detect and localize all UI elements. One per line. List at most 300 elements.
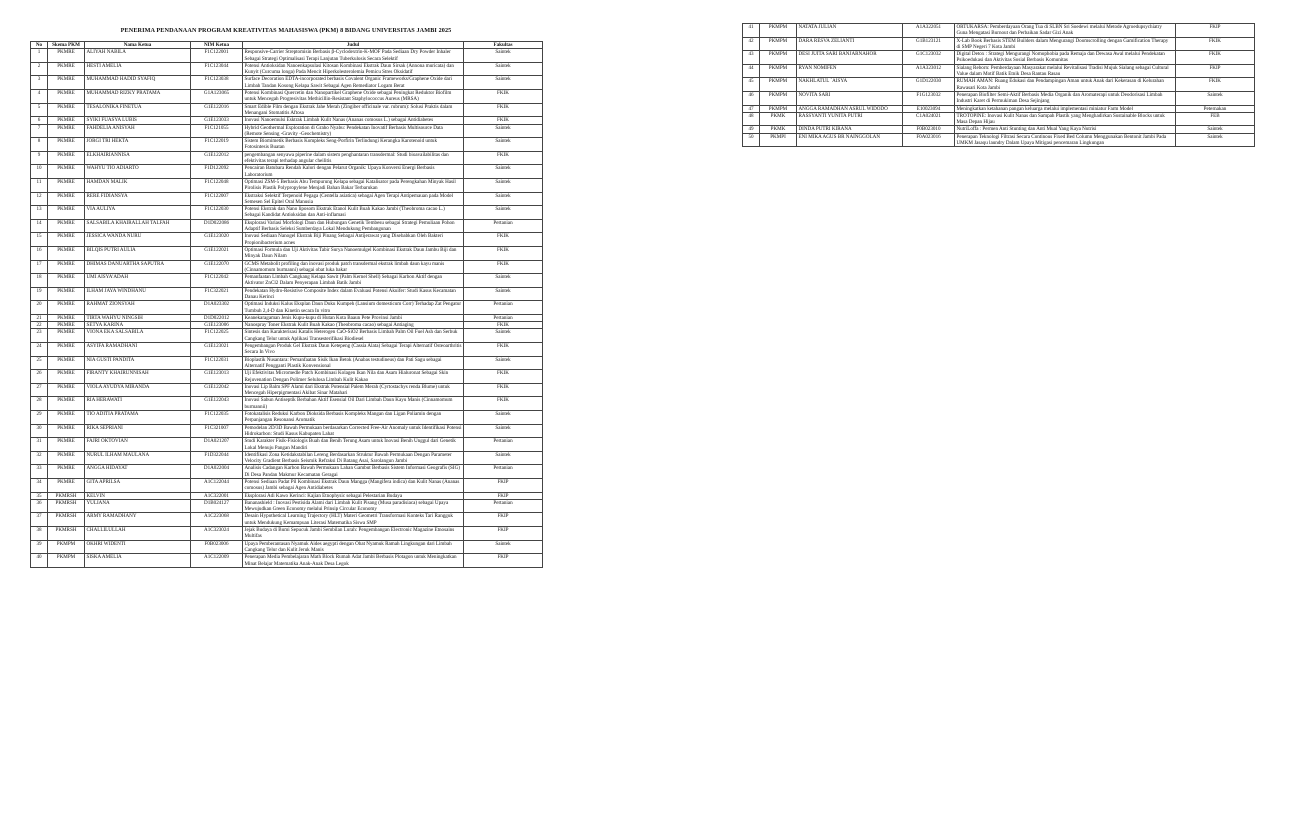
cell-fakultas: Saintek <box>464 138 543 152</box>
cell-nim: D1D022086 <box>191 219 243 233</box>
table-row <box>743 51 1255 65</box>
cell-no: 26 <box>31 370 48 384</box>
table-row <box>31 411 543 425</box>
table-row <box>31 397 543 411</box>
cell-nim: F1C122035 <box>191 411 243 425</box>
page-title: PENERIMA PENDANAAN PROGRAM KREATIVITAS MAHASISWA (PKM) 8 BIDANG UNIVERSITAS JAMBI 2025 <box>120 27 452 34</box>
cell-judul: Keanekaragaman Jenis Kupu-kupu di Hutan Kota Baaun Pete Provinsi Jambi <box>243 314 464 321</box>
cell-nama: MUHAMMAD HADID SYAFIQ <box>85 76 191 90</box>
cell-no: 48 <box>743 112 760 126</box>
cell-fakultas: FKIP <box>464 554 543 568</box>
cell-no: 3 <box>31 76 48 90</box>
cell-skema: PKMPM <box>760 105 797 112</box>
cell-fakultas: Saintek <box>464 540 543 554</box>
cell-judul: Inovasi Sediaan Nanogel Ekstrak Biji Pinang Sebagai Antijerawat yang Disebabkan Oleh Bakteri Propionibacterium acnes <box>243 233 464 247</box>
cell-no: 15 <box>31 233 48 247</box>
cell-nim: A1C122009 <box>191 554 243 568</box>
cell-no: 38 <box>31 527 48 541</box>
cell-nama: NOVITA SARI <box>797 91 903 105</box>
cell-judul: Potensi Kombinasi Quercetin dan Nanopartikel Graphene Oxide sebagai Peningkat Reduktor Biofilm untuk Mencegah Progresivitas Methicillin-Resistant Staphylococcus Aureus (MRSA) <box>243 90 464 104</box>
cell-no: 21 <box>31 314 48 321</box>
cell-nim: F0B023010 <box>903 126 955 133</box>
cell-judul: TROTOPINE: Inovasi Kulit Nanas dan Sampah Plastik yang Menghadirkan Sustainable Blocks untuk Masa Depan Hijau <box>955 112 1176 126</box>
cell-skema: PKMPM <box>48 554 85 568</box>
cell-fakultas: Saintek <box>464 274 543 288</box>
table-row <box>31 49 543 63</box>
cell-skema: PKMRE <box>48 246 85 260</box>
cell-nama: TESALONIKA FINETUA <box>85 103 191 117</box>
table-row <box>743 24 1255 38</box>
cell-nama: YULIANA <box>85 499 191 513</box>
cell-skema: PKMRE <box>48 411 85 425</box>
cell-skema: PKMK <box>760 126 797 133</box>
cell-skema: PKMRE <box>48 117 85 124</box>
cell-nama: SETYA KARINA <box>85 322 191 329</box>
cell-judul: Upaya Pemberantasan Nyamuk Aides aegypti dengan Obat Nyamuk Ramah Lingkungan dari Limbah Cangkang Telur dan Kulit Jeruk Manis <box>243 540 464 554</box>
cell-judul: Penerapan Teknologi Filtrasi Secara Continous Fixed Bed Column Menggunakan Bentonit Jambi Pada UMKM Jasaqu laundry Dalam Upaya Mitigasi pencemaran Lingkungan <box>955 133 1176 147</box>
cell-nama: RYAN NOMIFEN <box>797 64 903 78</box>
cell-nim: G1E122012 <box>191 151 243 165</box>
table-row <box>31 513 543 527</box>
cell-nama: VIOLA AYUDYA MIRANDA <box>85 383 191 397</box>
cell-no: 47 <box>743 105 760 112</box>
cell-fakultas: FKIK <box>1176 51 1255 65</box>
cell-no: 1 <box>31 49 48 63</box>
cell-judul: pengembangan senyawa piperine dalam sistem penghantaran transdermal: Studi bioavailabilitas dan efektivitas terapi terhadap angular cheilitis <box>243 151 464 165</box>
cell-skema: PKMRE <box>48 465 85 479</box>
cell-fakultas: FKIP <box>464 492 543 499</box>
cell-skema: PKMRE <box>48 90 85 104</box>
table-row <box>31 451 543 465</box>
cell-nim: G1E123013 <box>191 370 243 384</box>
table-row <box>31 260 543 274</box>
cell-nim: A1C223068 <box>191 513 243 527</box>
cell-judul: Optimasi Induksi Kalus Eksplan Daun Duku Kumpeh (Lansium domesticum Corr) Terhadap Zat Pengatur Tumbuh 2,4-D dan Kinetin secara In vitro <box>243 301 464 315</box>
cell-no: 4 <box>31 90 48 104</box>
table-row <box>743 37 1255 51</box>
table-header-row <box>31 42 543 49</box>
cell-nim: G1E122021 <box>191 246 243 260</box>
cell-nama: SYIKI FUASYA LUBIS <box>85 117 191 124</box>
cell-nama: DINDA PUTRI KIRANA <box>797 126 903 133</box>
cell-judul: Pemodelan 2D/3D Bawah Permukaan berdasarkan Corrected Free-Air Anomaly untuk Identifikasi Potensi Hidrokarbon: Studi Kasus Kabupaten Lahat <box>244 424 462 437</box>
cell-nama: BILQIS PUTRI AULIA <box>85 246 191 260</box>
cell-nim: F1C321007 <box>191 424 243 438</box>
cell-no: 23 <box>31 329 48 343</box>
cell-judul: Identifikasi Zona Ketidakstabilan Lereng Berdasarkan Struktur Bawah Permukaan Dengan Parameter Velocity Gradient Berbasis Seismik Refraksi Di Batang Asai, Sarolangun Jambi <box>243 451 464 465</box>
cell-fakultas: Peternakan <box>1176 105 1255 112</box>
cell-no: 49 <box>743 126 760 133</box>
cell-nama: UMI AISYA'ADAH <box>85 274 191 288</box>
table-row <box>31 124 543 138</box>
cell-nim: F1C122007 <box>191 192 243 206</box>
cell-skema: PKMRE <box>48 49 85 63</box>
cell-no: 17 <box>31 260 48 274</box>
cell-nama: NATATA JULIAN <box>797 24 903 38</box>
cell-judul: Fotokatalisis Reduksi Karbon Dioksida Berbasis Kompleks Mangan dan Ligan Poliamin dengan Perpanjangan Resonansi Aromatik <box>243 411 464 425</box>
cell-judul: Nanospray Toner Ekstrak Kulit Buah Kakao (Theobroma cacao) sebagai Antiaging <box>243 322 464 329</box>
cell-no: 46 <box>743 91 760 105</box>
table-row <box>743 91 1255 105</box>
cell-nim: F1C122001 <box>191 49 243 63</box>
cell-nim: D1B024127 <box>191 499 243 513</box>
cell-nim: G1A123065 <box>191 90 243 104</box>
cell-skema: PKMRE <box>48 103 85 117</box>
cell-fakultas: FKIP <box>1176 64 1255 78</box>
cell-fakultas: Pertanian <box>464 314 543 321</box>
cell-nim: D1D022012 <box>191 314 243 321</box>
cell-judul: Jejak Budaya di Bumi Sepucuk Jambi Sembilan Lurah: Pengembangan Electronic Magazine Etnosains Multifas <box>243 527 464 541</box>
cell-judul: Penerapan Biofilter Semi-Aktif Berbasis Media Organik dan Aromaterapi untuk Deodorisasi Limbah Industri Karet di Permukiman Desa Sejinjang <box>955 91 1176 105</box>
cell-nama: MUHAMMAD RIZKY PRATAMA <box>85 90 191 104</box>
cell-nim: G1E123020 <box>191 233 243 247</box>
cell-nim: G1E122043 <box>191 397 243 411</box>
cell-no: 30 <box>31 424 48 438</box>
cell-nim: A1C323024 <box>191 527 243 541</box>
cell-nama: RERE FIDIANSYA <box>85 192 191 206</box>
cell-no: 41 <box>743 24 760 38</box>
cell-skema: PKMRE <box>48 138 85 152</box>
table-row <box>743 133 1255 147</box>
table-row <box>31 438 543 452</box>
cell-judul: Surface Decoration EDTA-incorporated berbasis Covalent Organic Frameworks/Graphene Oxide dari Limbah Tandan Kosong Kelapa Sawit Sebagai Agen Remediator Logam Berat <box>243 76 464 90</box>
cell-nim: F1C123038 <box>191 76 243 90</box>
cell-fakultas: FKIK <box>464 370 543 384</box>
cell-judul: GCMS Metabolit profiling dan inovasi produk patch transdermal ekstrak limbah daun kayu manis (Cinnamomum burmanni) sebagai obat luka bakar <box>243 260 464 274</box>
cell-nim: F1C122031 <box>191 356 243 370</box>
table-row <box>31 322 543 329</box>
cell-nim: F1C122048 <box>191 178 243 192</box>
cell-no: 22 <box>31 322 48 329</box>
cell-skema: PKMRE <box>48 356 85 370</box>
cell-nama: HAMDAN MALIK <box>85 178 191 192</box>
cell-nim: G1C123032 <box>903 51 955 65</box>
cell-nama: GITA APRILSA <box>85 479 191 493</box>
cell-judul: Bananashield : Inovasi Pestisida Alami dari Limbah Kulit Pisang (Musa paradisiaca) sebagai Upaya Mewujudkan Green Economy melalui Prinsip Circular Economy <box>243 499 464 513</box>
header-skema: Skema PKM <box>48 42 85 49</box>
cell-skema: PKMPM <box>760 64 797 78</box>
cell-nama: ANGGA HIDAYAT <box>85 465 191 479</box>
cell-fakultas: FKIK <box>1176 78 1255 92</box>
cell-nama: ELKHAIRIANNISA <box>85 151 191 165</box>
cell-nim: F0B023006 <box>191 540 243 554</box>
cell-fakultas: FKIK <box>464 233 543 247</box>
cell-fakultas: FKIK <box>464 383 543 397</box>
cell-nama: ARMY RAMADHANY <box>85 513 191 527</box>
cell-judul: Optimasi ZSM-5 Berbasis Abu Tempurung Kelapa sebagai Katalisator pada Perengkahan Minyak Hasil Pirolisis Plastik Polypropylene Menjadi Bahan Bakar Terbarukan <box>243 178 464 192</box>
cell-nama: HESTI AMELIA <box>85 62 191 76</box>
table-row <box>31 499 543 513</box>
cell-skema: PKMRE <box>48 287 85 301</box>
cell-fakultas: Saintek <box>464 329 543 343</box>
cell-fakultas: Saintek <box>464 424 543 438</box>
cell-judul: Pengembangan Produk Gel Ekstrak Daun Ketepeng (Cassia Alata) Sebagai Terapi Alternatif Osteoarthritis Secara In Vivo <box>243 343 464 357</box>
table-row <box>31 62 543 76</box>
cell-no: 5 <box>31 103 48 117</box>
cell-fakultas: Saintek <box>1176 91 1255 105</box>
cell-nama: RIKA SEPRIANI <box>85 424 191 438</box>
cell-no: 45 <box>743 78 760 92</box>
cell-fakultas: Saintek <box>464 62 543 76</box>
cell-skema: PKMRE <box>48 301 85 315</box>
cell-skema: PKMRE <box>48 438 85 452</box>
cell-no: 19 <box>31 287 48 301</box>
cell-fakultas: FKIK <box>464 246 543 260</box>
cell-nim: G1E122042 <box>191 383 243 397</box>
cell-judul: Potensi Sediaan Padat Pil Kombinasi Ekstrak Daun Mangga (Mangifera indica) dan Kulit Nanas (Ananas comosus) Jambi sebagai Agen Antidiabetes <box>243 479 464 493</box>
cell-nim: C1A024021 <box>903 112 955 126</box>
cell-judul: Pemanfaatan Limbah Cangkang Kelapa Sawit (Palm Kernel Shell) Sebagai Karbon Aktif dengan Aktivator ZnCl2 Dalam Penyerapan Limbah Batik Jambi <box>243 274 464 288</box>
cell-skema: PKMRSH <box>48 527 85 541</box>
cell-fakultas: FKIK <box>464 90 543 104</box>
cell-no: 6 <box>31 117 48 124</box>
cell-skema: PKMRE <box>48 124 85 138</box>
header-fakultas: Fakultas <box>464 42 543 49</box>
recipients-table-right <box>742 23 1255 147</box>
cell-nim: G1E122016 <box>191 103 243 117</box>
cell-no: 37 <box>31 513 48 527</box>
cell-judul: Pendekatan Hydro-Resistive Composite Index dalam Evaluasi Potensi Akuifer: Studi Kasus Kecamatan Danau Kerinci <box>243 287 464 301</box>
table-row <box>31 540 543 554</box>
cell-nama: NURUL ILHAM MAULANA <box>85 451 191 465</box>
cell-fakultas: FKIK <box>464 322 543 329</box>
cell-fakultas: Saintek <box>464 411 543 425</box>
table-row <box>31 246 543 260</box>
cell-skema: PKMRE <box>48 165 85 179</box>
table-row <box>31 314 543 321</box>
cell-no: 14 <box>31 219 48 233</box>
cell-fakultas: Pertanian <box>464 301 543 315</box>
cell-judul: Eksplorasi Variasi Morfologi Daun dan Hubungan Genetik Tembesu sebagai Strategi Pemuliaan Pohon Adaptif Berbasis Seleksi Sumberdaya Lokal Mendukung Pembangunan <box>243 219 464 233</box>
cell-fakultas: Saintek <box>464 206 543 220</box>
table-row <box>31 178 543 192</box>
table-row <box>31 554 543 568</box>
cell-nim: F1C122030 <box>191 206 243 220</box>
cell-fakultas: Saintek <box>464 192 543 206</box>
cell-skema: PKMPM <box>48 540 85 554</box>
cell-judul: Penerapan Media Pembelajaran Math Block Rumah Adat Jambi Berbasis Plotagon untuk Meningkatkan Minat Belajar Matematika Anak-Anak Desa Legok <box>243 554 464 568</box>
cell-nim: G1E122070 <box>191 260 243 274</box>
cell-fakultas: FKIP <box>1176 24 1255 38</box>
cell-fakultas: Pertanian <box>464 438 543 452</box>
cell-fakultas: Saintek <box>1176 126 1255 133</box>
cell-nama: ASYIFA RAMADHANI <box>85 343 191 357</box>
cell-judul: ORTUKARSA: Pemberdayaan Orang Tua di SLBN Sri Soedewi melalui Metode Agroedupsychiatry Guna Mengatasi Burnout dan Perbaikan Sadar Gizi Anak <box>955 24 1176 38</box>
cell-skema: PKMRSH <box>48 499 85 513</box>
table-row <box>31 117 543 124</box>
cell-fakultas: FKIK <box>464 260 543 274</box>
cell-fakultas: Saintek <box>1176 133 1255 147</box>
cell-skema: PKMPM <box>760 91 797 105</box>
cell-nama: FAHDELIA ANISYAH <box>85 124 191 138</box>
table-row <box>743 126 1255 133</box>
cell-nim: F1D122092 <box>191 165 243 179</box>
cell-nim: A1C122044 <box>191 479 243 493</box>
cell-no: 13 <box>31 206 48 220</box>
cell-skema: PKMRE <box>48 274 85 288</box>
cell-judul: Bioplastik Nusantara: Pemanfaatan Sisik Ikan Betok (Anabas testudineus) dan Pati Sagu sebagai Alternatif Pengganti Plastik Konvensional <box>243 356 464 370</box>
cell-no: 24 <box>31 343 48 357</box>
cell-no: 9 <box>31 151 48 165</box>
cell-no: 33 <box>31 465 48 479</box>
cell-fakultas: FEB <box>1176 112 1255 126</box>
cell-nama: FIRANTY KHAIRUNNISAH <box>85 370 191 384</box>
table-row <box>31 287 543 301</box>
table-row <box>31 370 543 384</box>
cell-judul: Eksplorasi Adi Kawo Kerinci: Kajian Etnophysic sebagai Pelestarian Budaya <box>243 492 464 499</box>
cell-fakultas: Saintek <box>464 451 543 465</box>
cell-skema: PKMRE <box>48 397 85 411</box>
cell-judul: RUMAH AMAN: Ruang Edukasi dan Pendampingan Aman untuk Anak dari Kekerasan di Kelurahan Rawasari Kota Jambi <box>955 78 1176 92</box>
cell-nim: G1E123006 <box>191 322 243 329</box>
cell-judul: Pencairan Batubara Rendah Kalori dengan Pelarut Organik: Upaya Konversi Energi Berbasis Laboratorium <box>243 165 464 179</box>
table-row <box>743 78 1255 92</box>
cell-fakultas: Saintek <box>464 356 543 370</box>
cell-nim: F1C322021 <box>191 287 243 301</box>
cell-judul: Inovasi Nanoemulsi Esktrak Limbah Kulit Nanas (Ananas comosus L.) sebagai Antidiabetes <box>243 117 464 124</box>
cell-skema: PKMK <box>760 112 797 126</box>
cell-no: 25 <box>31 356 48 370</box>
cell-nim: G1B123121 <box>903 37 955 51</box>
cell-nim: D1A022004 <box>191 465 243 479</box>
cell-judul: Meningkatkan ketahanan pangan keluarga melalui implementasi miniatur Farm Model <box>955 105 1176 112</box>
cell-nim: D1A023302 <box>191 301 243 315</box>
cell-fakultas: Saintek <box>464 165 543 179</box>
cell-skema: PKMPM <box>760 37 797 51</box>
cell-nim: D1A021207 <box>191 438 243 452</box>
cell-skema: PKMRE <box>48 424 85 438</box>
cell-judul: Sistem Biomimetik Berbasis Kompleks Seng-Porfirin Terlindungi Kerangka Karotenoid untuk Fotosintesis Buatan <box>243 138 464 152</box>
cell-nim: F0A023016 <box>903 133 955 147</box>
cell-nama: RASSYANTI YUNITA PUTRI <box>797 112 903 126</box>
cell-nim: F1C122025 <box>191 329 243 343</box>
cell-judul: Optimasi Formula dan Uji Aktivitas Tabir Surya Nanoemulgel Kombinasi Ekstrak Daun Jambu Biji dan Minyak Daun Nilam <box>243 246 464 260</box>
cell-nama: DARA RESVA ZELIANTI <box>797 37 903 51</box>
cell-fakultas: FKIK <box>464 117 543 124</box>
table-row <box>31 274 543 288</box>
table-row <box>31 206 543 220</box>
cell-fakultas: Pertanian <box>464 219 543 233</box>
cell-nim: F1D322044 <box>191 451 243 465</box>
cell-nim: A1C322001 <box>191 492 243 499</box>
cell-no: 31 <box>31 438 48 452</box>
table-row <box>31 165 543 179</box>
cell-nama: JORGI TRI HEKTA <box>85 138 191 152</box>
header-no: No <box>31 42 48 49</box>
cell-fakultas: Pertanian <box>464 499 543 513</box>
cell-nim: F1G123032 <box>903 91 955 105</box>
cell-nama: SISKA AMELIA <box>85 554 191 568</box>
cell-fakultas: FKIP <box>464 479 543 493</box>
cell-judul: Sialang Reborn: Pemberdayaan Masyarakat melalui Revitalisasi Tradisi Mujuk Sialang sebagai Cultural Value dalam Motif Batik Etnik Desa Rantau Rasau <box>955 64 1176 78</box>
cell-no: 40 <box>31 554 48 568</box>
cell-no: 8 <box>31 138 48 152</box>
cell-nim: F1C122042 <box>191 274 243 288</box>
cell-nim: A1A323012 <box>903 64 955 78</box>
cell-judul: Potensi Ekstrak dan Nano liposom Ekstrak Etanol Kulit Buah Kakao Jambi (Theobroma cacao L.) Sebagai Kandidat Antioksidan dan Anti-inflamasi <box>243 206 464 220</box>
cell-nama: NIA GUSTI PANDITA <box>85 356 191 370</box>
table-row <box>31 479 543 493</box>
cell-nim: A1A322051 <box>903 24 955 38</box>
cell-nama: ILHAM JAYA WINDHANU <box>85 287 191 301</box>
cell-skema: PKMPM <box>760 24 797 38</box>
cell-nama: ANGGA RAMADHAN ASRUL WIDODO <box>797 105 903 112</box>
cell-skema: PKMRSH <box>48 492 85 499</box>
table-row <box>743 112 1255 126</box>
cell-no: 27 <box>31 383 48 397</box>
cell-fakultas: FKIK <box>464 343 543 357</box>
cell-fakultas: Pertanian <box>464 465 543 479</box>
cell-no: 10 <box>31 165 48 179</box>
cell-no: 18 <box>31 274 48 288</box>
table-row <box>31 76 543 90</box>
cell-no: 29 <box>31 411 48 425</box>
cell-fakultas: FKIK <box>1176 37 1255 51</box>
cell-skema: PKMRE <box>48 479 85 493</box>
cell-skema: PKMRE <box>48 178 85 192</box>
cell-fakultas: FKIK <box>464 103 543 117</box>
cell-no: 43 <box>743 51 760 65</box>
table-row <box>31 465 543 479</box>
cell-fakultas: FKIK <box>464 151 543 165</box>
cell-judul: Potensi Antioksidan Nanoenkapsulasi Kitosan Kombinasi Ekstrak Daun Sirsak (Annona muricata) dan Kunyit (Curcuma longa) Pada Mencit Hiperkolesterolemia Pemicu Stres Oksidatif <box>243 62 464 76</box>
cell-fakultas: Saintek <box>464 49 543 63</box>
cell-nim: F1C122019 <box>191 138 243 152</box>
cell-fakultas: Saintek <box>464 178 543 192</box>
cell-nim: G1D122030 <box>903 78 955 92</box>
cell-no: 12 <box>31 192 48 206</box>
cell-no: 7 <box>31 124 48 138</box>
cell-nama: FAJRI OKTOVIAN <box>85 438 191 452</box>
cell-nama: OKHRI WIDENTI <box>85 540 191 554</box>
cell-no: 20 <box>31 301 48 315</box>
cell-skema: PKMRE <box>48 329 85 343</box>
cell-nama: CHALLILULLAH <box>85 527 191 541</box>
table-row <box>31 383 543 397</box>
cell-skema: PKMRE <box>48 370 85 384</box>
cell-skema: PKMRE <box>48 206 85 220</box>
table-row <box>31 151 543 165</box>
cell-nama: SALSABILA KHAIRALLAH TALFAH <box>85 219 191 233</box>
cell-nama: VIONA EKA SALSABILA <box>85 329 191 343</box>
cell-skema: PKMRE <box>48 62 85 76</box>
table-row <box>31 527 543 541</box>
header-judul: Judul <box>243 42 464 49</box>
cell-nama: TIO ADITIA PRATAMA <box>85 411 191 425</box>
cell-no: 50 <box>743 133 760 147</box>
cell-skema: PKMRE <box>48 151 85 165</box>
cell-skema: PKMRE <box>48 314 85 321</box>
cell-no: 39 <box>31 540 48 554</box>
cell-no: 42 <box>743 37 760 51</box>
table-row <box>743 64 1255 78</box>
cell-skema: PKMRE <box>48 219 85 233</box>
cell-judul: Inovasi Sabun Antiseptik Berbahan Aktif Esensial Oil Dari Limbah Daun Kayu Manis (Cinnamomum burmannii) <box>243 397 464 411</box>
cell-no: 16 <box>31 246 48 260</box>
table-row <box>31 192 543 206</box>
cell-fakultas: FKIP <box>464 513 543 527</box>
cell-nama: KELVIN <box>85 492 191 499</box>
cell-skema: PKMPI <box>760 133 797 147</box>
cell-skema: PKMPM <box>760 78 797 92</box>
cell-judul: NutriLoffa : Permen Anti Stunting dan Anti Mual Yang Kaya Nutrisi <box>955 126 1176 133</box>
cell-judul: Sintesis dan Karakterisasi Katalis Heterogen CaO-SiO2 Berbasis Limbah Palm Oil Fuel Ash dan Serbuk Cangkang Telur untuk Aplikasi Transesterifikasi Biodiesel <box>243 329 464 343</box>
cell-no: 28 <box>31 397 48 411</box>
cell-skema: PKMRE <box>48 343 85 357</box>
table-row <box>31 90 543 104</box>
table-row <box>31 138 543 152</box>
cell-skema: PKMRE <box>48 451 85 465</box>
